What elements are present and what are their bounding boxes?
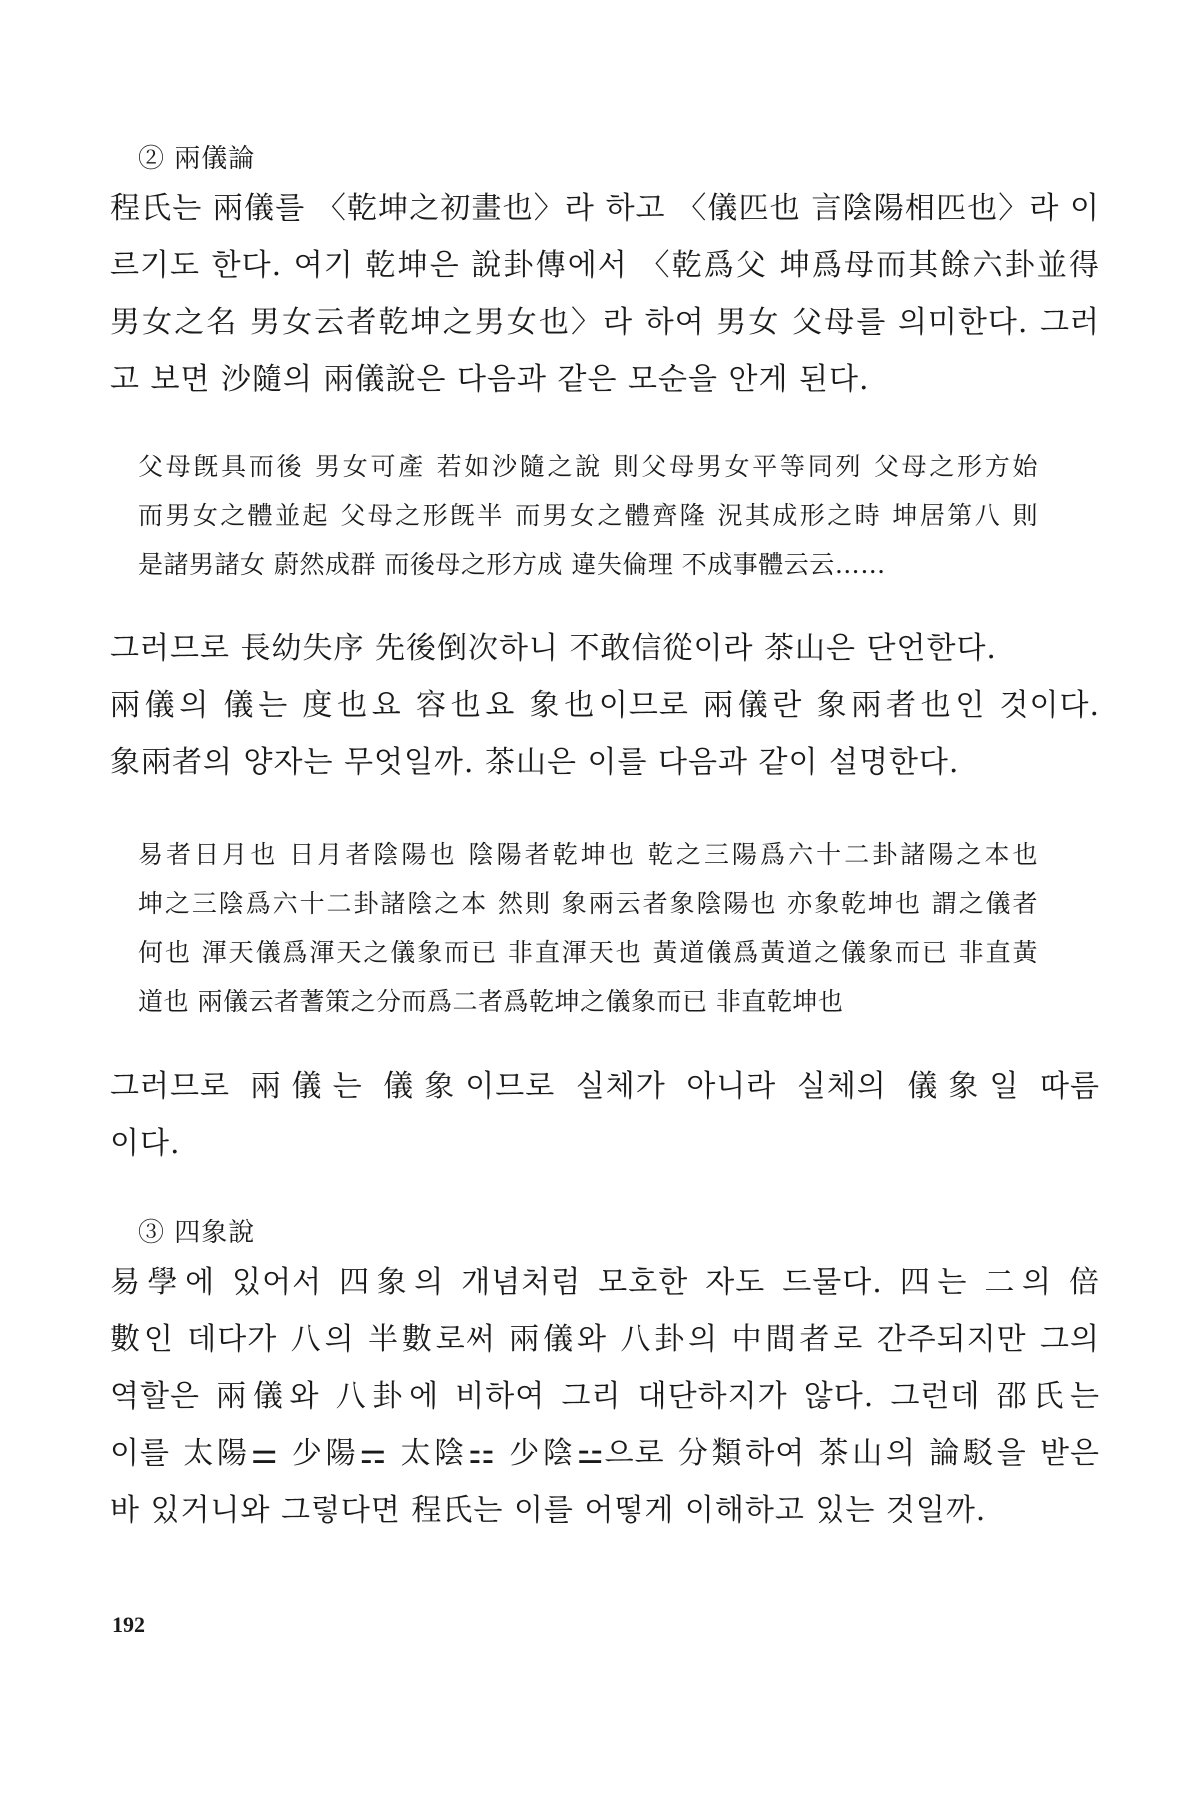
text-line: 르기도 한다. 여기 乾坤은 說卦傳에서 〈乾爲父 坤爲母而其餘六卦並得	[110, 248, 1100, 283]
paragraph-two-forms-summary	[110, 1058, 1100, 1172]
text-line: 程氏는 兩儀를 〈乾坤之初畫也〉라 하고 〈儀匹也 言陰陽相匹也〉라 이	[110, 191, 1100, 226]
quote-line: 何也 渾天儀爲渾天之儀象而已 非直渾天也 黃道儀爲黃道之儀象而已 非直黃	[138, 938, 1038, 967]
text-line: 易學에 있어서 四象의 개념처럼 모호한 자도 드물다. 四는 二의 倍	[110, 1265, 1100, 1300]
paragraph-two-forms-conclusion	[110, 620, 1100, 791]
section-heading-two-forms: ② 兩儀論	[138, 144, 256, 174]
quote-line: 父母旣具而後 男女可產 若如沙隨之說 則父母男女平等同列 父母之形方始	[138, 452, 1038, 481]
quote-line: 道也 兩儀云者蓍策之分而爲二者爲乾坤之儀象而已 非直乾坤也	[138, 987, 844, 1016]
section-heading-four-images: ③ 四象說	[138, 1218, 256, 1248]
text-line: 兩儀의 儀는 度也요 容也요 象也이므로 兩儀란 象兩者也인 것이다.	[110, 688, 1100, 723]
text-line: 그러므로 兩儀는 儀象이므로 실체가 아니라 실체의 儀象일 따름	[110, 1069, 1100, 1104]
text-line: 바 있거니와 그렇다면 程氏는 이를 어떻게 이해하고 있는 것일까.	[110, 1493, 987, 1528]
quotation-block-two	[138, 830, 1038, 1026]
text-line: 고 보면 沙隨의 兩儀說은 다음과 같은 모순을 안게 된다.	[110, 362, 870, 397]
quote-line: 坤之三陰爲六十二卦諸陰之本 然則 象兩云者象陰陽也 亦象乾坤也 謂之儀者	[138, 889, 1038, 918]
text-line: 이를 太陽⚌ 少陽⚎ 太陰⚏ 少陰⚍으로 分類하여 茶山의 論駁을 받은	[110, 1436, 1100, 1471]
quote-line: 而男女之體並起 父母之形旣半 而男女之體齊隆 況其成形之時 坤居第八 則	[138, 501, 1038, 530]
paragraph-four-images	[110, 1254, 1100, 1539]
quote-line: 是諸男諸女 蔚然成群 而後母之形方成 違失倫理 不成事體云云……	[138, 550, 886, 579]
text-line: 이다.	[110, 1126, 181, 1161]
page-number: 192	[112, 1612, 145, 1637]
text-line: 역할은 兩儀와 八卦에 비하여 그리 대단하지가 않다. 그런데 邵氏는	[110, 1379, 1100, 1414]
text-line: 男女之名 男女云者乾坤之男女也〉라 하여 男女 父母를 의미한다. 그러	[110, 305, 1100, 340]
text-line: 象兩者의 양자는 무엇일까. 茶山은 이를 다음과 같이 설명한다.	[110, 745, 960, 780]
text-line: 그러므로 長幼失序 先後倒次하니 不敢信從이라 茶山은 단언한다.	[110, 631, 997, 666]
paragraph-two-forms-intro	[110, 180, 1100, 408]
text-line: 數인 데다가 八의 半數로써 兩儀와 八卦의 中間者로 간주되지만 그의	[110, 1322, 1100, 1357]
quotation-block-one	[138, 442, 1038, 589]
quote-line: 易者日月也 日月者陰陽也 陰陽者乾坤也 乾之三陽爲六十二卦諸陽之本也	[138, 840, 1038, 869]
